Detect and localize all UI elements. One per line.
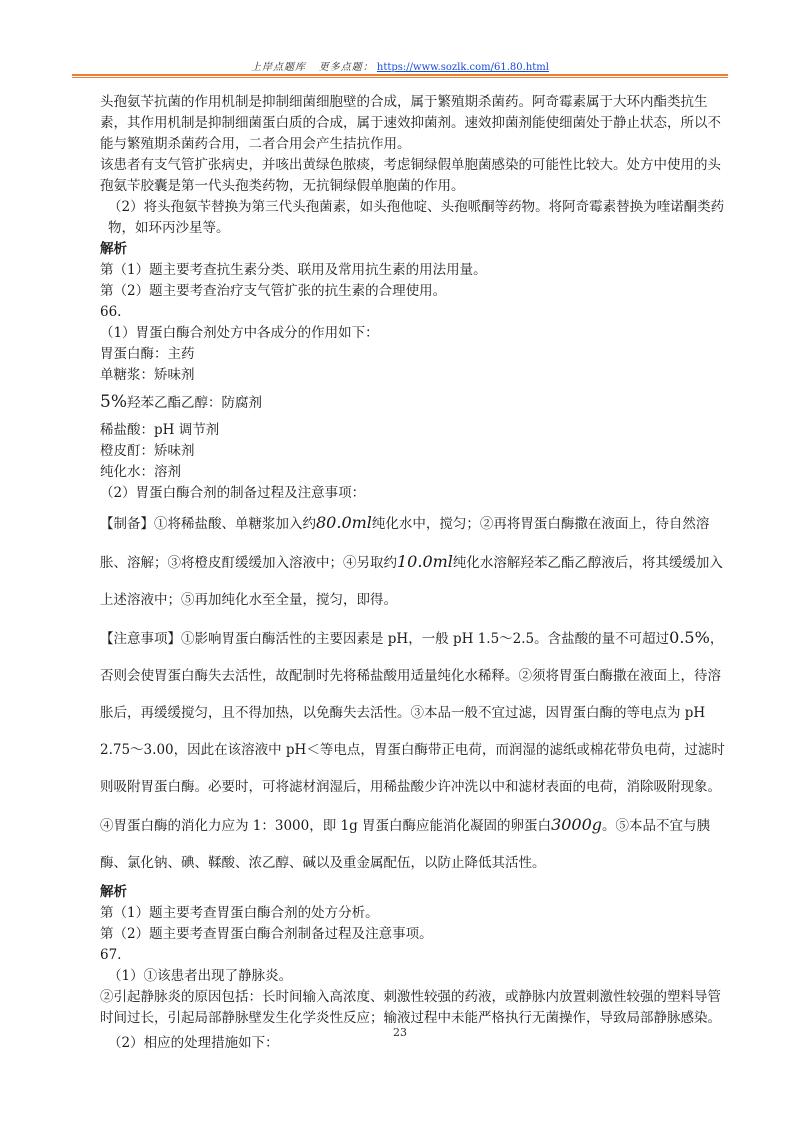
header-site-name: 上岸点题库 bbox=[251, 62, 306, 73]
paragraph-text: 羟苯乙酯乙醇：防腐剂 bbox=[126, 395, 262, 411]
paragraph: 第（1）题主要考查抗生素分类、联用及常用抗生素的用法用量。 bbox=[100, 262, 487, 278]
paragraph: 单糖浆：矫味剂 bbox=[100, 367, 195, 383]
document-body bbox=[100, 92, 728, 1054]
paragraph-text: 纯化水中，搅匀；②再将胃蛋白酶撒在液面上，待自然溶胀、溶解；③将橙皮酊缓缓加入溶液中；④另取约 bbox=[100, 516, 710, 571]
section-heading-analysis: 解析 bbox=[100, 241, 127, 257]
header-rule-thick bbox=[72, 74, 728, 76]
paragraph: （1）①该患者出现了静脉炎。 bbox=[108, 968, 293, 984]
paragraph: 胃蛋白酶：主药 bbox=[100, 346, 195, 362]
page-header bbox=[0, 58, 800, 73]
paragraph: （1）胃蛋白酶合剂处方中各成分的作用如下： bbox=[100, 325, 379, 341]
header-more-label: 更多点题： bbox=[318, 62, 374, 73]
paragraph: （2）胃蛋白酶合剂的制备过程及注意事项： bbox=[100, 485, 366, 501]
paragraph: 该患者有支气管扩张病史，并咳出黄绿色脓痰，考虑铜绿假单胞菌感染的可能性比较大。处方中使用的头孢氨苄胶囊是第一代头孢类药物，无抗铜绿假单胞菌的作用。 bbox=[100, 157, 721, 194]
mass-value: 3000g bbox=[551, 815, 603, 834]
paragraph: 头孢氨苄抗菌的作用机制是抑制细菌细胞壁的合成，属于繁殖期杀菌药。阿奇霉素属于大环内酯类抗生素，其作用机制是抑制细菌蛋白质的合成，属于速效抑菌剂。速效抑菌剂能使细菌处于静止状态，所以不能与繁殖期杀菌药合用，二者合用会产生拮抗作用。 bbox=[100, 94, 721, 152]
paragraph-text: 【制备】①将稀盐酸、单糖浆加入约 bbox=[100, 516, 316, 532]
volume-value: 10.0ml bbox=[397, 552, 453, 571]
paragraph: ②引起静脉炎的原因包括：长时间输入高浓度、刺激性较强的药液，或静脉内放置刺激性较强的塑料导管时间过长，引起局部静脉壁发生化学炎性反应；输液过程中未能严格执行无菌操作，导致局部静脉感染。 bbox=[100, 989, 721, 1026]
header-url-link[interactable]: https://www.sozlk.com/61.80.html bbox=[376, 62, 549, 73]
paragraph: 第（1）题主要考查胃蛋白酶合剂的处方分析。 bbox=[100, 905, 379, 921]
paragraph: 第（2）题主要考查胃蛋白酶合剂制备过程及注意事项。 bbox=[100, 926, 433, 942]
paragraph: （2）相应的处理措施如下： bbox=[108, 1035, 279, 1051]
volume-value: 80.0ml bbox=[316, 513, 372, 532]
paragraph-preparation bbox=[100, 504, 728, 619]
percentage-value: 0.5% bbox=[669, 628, 710, 647]
question-number: 67. bbox=[100, 947, 122, 963]
paragraph: 稀盐酸：pH 调节剂 bbox=[100, 422, 220, 438]
paragraph: （2）将头孢氨苄替换为第三代头孢菌素，如头孢他啶、头孢哌酮等药物。将阿奇霉素替换为喹诺酮类药物，如环丙沙星等。 bbox=[108, 199, 725, 236]
percentage-value: 5% bbox=[100, 392, 127, 412]
page-number: 23 bbox=[393, 1026, 407, 1039]
paragraph-text: ，否则会使胃蛋白酶失去活性，故配制时先将稀盐酸用适量纯化水稀释。②须将胃蛋白酶撒在液面上，待溶胀后，再缓缓搅匀，且不得加热，以免酶失去活性。③本品一般不宜过滤，因胃蛋白酶的等电点为 pH 2.75～3.00，因此在该溶液中 pH＜等电点，胃蛋白酶带正电荷，而润湿的滤纸或棉花带负电荷，过滤时则吸附胃蛋白酶。必要时，可将滤材润湿后，用稀盐酸少许冲洗以中和滤材表面的电荷，消除吸附现象。④胃蛋白酶的消化力应为 1：3000，即 1g 胃蛋白酶应能消化凝固的卵蛋白 bbox=[100, 631, 725, 834]
paragraph: 第（2）题主要考查治疗支气管扩张的抗生素的合理使用。 bbox=[100, 283, 447, 299]
paragraph-notes bbox=[100, 619, 728, 882]
paragraph-text: 【注意事项】①影响胃蛋白酶活性的主要因素是 pH，一般 pH 1.5～2.5。含盐酸的量不可超过 bbox=[100, 631, 670, 647]
paragraph bbox=[100, 392, 728, 414]
paragraph-text: 纯化水溶解羟苯乙酯乙醇液后，将其缓缓加入上述溶液中；⑤再加纯化水至全量，搅匀，即得。 bbox=[100, 555, 723, 608]
paragraph-text: 。⑤本品不宜与胰酶、氯化钠、碘、鞣酸、浓乙醇、碱以及重金属配伍，以防止降低其活性。 bbox=[100, 818, 711, 871]
section-heading-analysis: 解析 bbox=[100, 884, 127, 900]
paragraph: 橙皮酊：矫味剂 bbox=[100, 443, 195, 459]
header-rule-thin bbox=[72, 77, 728, 78]
paragraph: 纯化水：溶剂 bbox=[100, 464, 181, 480]
question-number: 66. bbox=[100, 304, 122, 320]
